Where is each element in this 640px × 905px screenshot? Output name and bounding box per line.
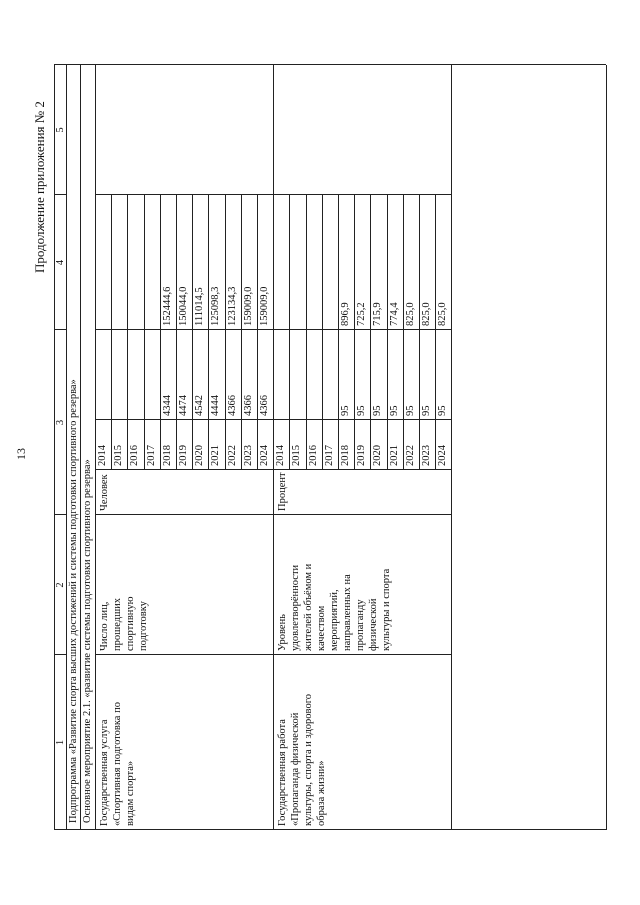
year-cell: 2021 [210, 445, 222, 466]
value-cell: 95 [356, 405, 368, 416]
value-cell: 4474 [178, 395, 189, 416]
year-cell: 2019 [178, 445, 189, 466]
year-cell: 2021 [388, 445, 400, 466]
value-cell: 4444 [210, 395, 222, 416]
indicator-text-line: культуры и спорта [381, 568, 393, 651]
value-cell: 95 [372, 405, 384, 416]
indicator-text-line: направленных на [342, 574, 354, 651]
finance-cell: 159009,0 [242, 286, 254, 326]
column-number: 1 [54, 739, 66, 746]
service-text-line: «Спортивная подготовка по [112, 702, 123, 826]
row1-col-sep-5 [273, 194, 451, 195]
row1-col-sep-4 [273, 329, 451, 330]
row0-year-line-10 [257, 195, 258, 470]
table-border-top [54, 65, 55, 830]
row0-col-sep-4 [95, 329, 273, 330]
main-activity-title: Основное мероприятие 2.1. «развитие системы подготовки спортивного резерва» [82, 459, 93, 823]
header-col-sep-1 [54, 654, 66, 655]
row0-year-line-4 [160, 195, 161, 470]
year-cell: 2016 [307, 445, 319, 466]
indicator-text-line: спортивную [125, 596, 136, 651]
value-cell: 4366 [242, 395, 254, 416]
row0-col-sep-3 [95, 419, 273, 420]
row0-col-sep-2 [95, 469, 273, 470]
row1-year-line-1 [289, 195, 290, 470]
row1-year-line-5 [354, 195, 355, 470]
value-cell: 95 [340, 405, 351, 416]
header-col-sep-4 [54, 194, 66, 195]
year-cell: 2018 [161, 445, 173, 466]
year-cell: 2024 [259, 445, 270, 466]
row0-year-line-9 [241, 195, 242, 470]
row1-col-sep-2 [273, 469, 451, 470]
row0-year-line-1 [111, 195, 112, 470]
unit-text: Процент [277, 472, 289, 511]
indicator-text-line: Уровень [277, 614, 289, 651]
year-cell: 2020 [372, 445, 384, 466]
continuation-title: Продолжение приложения № 2 [32, 101, 47, 273]
row1-col-sep-3 [273, 419, 451, 420]
row0-col-sep-5 [95, 194, 273, 195]
service-text-line: Государственная услуга [99, 719, 110, 826]
page-number: 13 [14, 448, 28, 460]
year-cell: 2023 [421, 445, 432, 466]
service-text-line: культуры, спорта и здорового [303, 694, 315, 826]
finance-cell: 774,4 [388, 302, 400, 326]
table-border-right [54, 64, 606, 65]
row0-year-line-3 [144, 195, 145, 470]
indicator-text-line: подготовку [138, 601, 149, 651]
year-cell: 2017 [145, 445, 157, 466]
row0-col-sep-1 [95, 514, 273, 515]
row0-year-line-8 [225, 195, 226, 470]
indicator-text-line: удовлетворённости [290, 564, 302, 651]
finance-cell: 111014,5 [194, 287, 206, 326]
column-number: 3 [54, 419, 66, 426]
finance-cell: 825,0 [421, 302, 432, 326]
value-cell: 95 [421, 405, 432, 416]
indicator-text-line: физической [368, 598, 380, 651]
column-number: 2 [54, 582, 66, 588]
row1-year-line-8 [403, 195, 404, 470]
year-cell: 2017 [323, 445, 335, 466]
row1-year-line-9 [419, 195, 420, 470]
finance-cell: 725,2 [356, 302, 368, 326]
row1-bottom [451, 65, 452, 830]
year-cell: 2015 [291, 445, 303, 466]
row0-col-sep-0 [95, 654, 273, 655]
value-cell: 4542 [194, 395, 206, 416]
row1-year-line-6 [370, 195, 371, 470]
row0-year-line-6 [192, 195, 193, 470]
header-col-sep-3 [54, 329, 66, 330]
year-cell: 2020 [194, 445, 206, 466]
value-cell: 95 [437, 405, 449, 416]
table-border-bottom [606, 65, 607, 830]
row0-year-line-2 [127, 195, 128, 470]
service-text-line: образа жизни» [316, 760, 328, 826]
year-cell: 2024 [437, 445, 449, 466]
year-cell: 2023 [242, 445, 254, 466]
row0-year-line-7 [208, 195, 209, 470]
finance-cell: 896,9 [340, 302, 351, 326]
service-text-line: «Пропаганда физической [290, 712, 302, 826]
year-cell: 2022 [226, 445, 238, 466]
row1-col-sep-1 [273, 514, 451, 515]
value-cell: 4366 [259, 395, 270, 416]
value-cell: 4366 [226, 395, 238, 416]
indicator-text-line: Число лиц, [99, 601, 110, 651]
row1-year-line-3 [322, 195, 323, 470]
indicator-text-line: пропаганду [355, 599, 367, 651]
header-col-sep-2 [54, 514, 66, 515]
unit-text: Человек [99, 474, 110, 511]
finance-cell: 125098,3 [210, 286, 222, 326]
finance-cell: 123134,3 [226, 286, 238, 326]
service-text-line: видам спорта» [125, 760, 136, 826]
value-cell: 4344 [161, 395, 173, 416]
finance-cell: 825,0 [404, 302, 416, 326]
year-cell: 2014 [97, 445, 108, 466]
finance-cell: 159009,0 [259, 286, 270, 326]
value-cell: 95 [388, 405, 400, 416]
column-number: 5 [54, 127, 66, 133]
indicator-text-line: прошедших [112, 597, 123, 651]
year-cell: 2022 [404, 445, 416, 466]
indicator-text-line: качеством [316, 605, 328, 651]
indicator-text-line: мероприятий, [329, 589, 341, 651]
year-cell: 2014 [275, 445, 287, 466]
finance-cell: 152444,6 [161, 286, 173, 326]
finance-cell: 825,0 [437, 302, 449, 326]
indicator-text-line: жителей объёмом и [303, 563, 315, 651]
row1-year-line-2 [306, 195, 307, 470]
value-cell: 95 [404, 405, 416, 416]
year-cell: 2018 [340, 445, 351, 466]
row1-year-line-7 [387, 195, 388, 470]
column-number: 4 [54, 259, 66, 266]
subprogram-title: Подпрограмма «Развитие спорта высших достижений и системы подготовки спортивного резерва» [68, 379, 79, 823]
row1-col-sep-0 [273, 654, 451, 655]
row1-year-line-10 [435, 195, 436, 470]
year-cell: 2016 [129, 445, 141, 466]
row0-year-line-5 [176, 195, 177, 470]
row1-year-line-4 [338, 195, 339, 470]
finance-cell: 715,9 [372, 302, 384, 326]
year-cell: 2015 [113, 445, 125, 466]
year-cell: 2019 [356, 445, 368, 466]
finance-cell: 150044,0 [178, 286, 189, 326]
service-text-line: Государственная работа [277, 719, 289, 826]
table-border-left [54, 829, 606, 830]
